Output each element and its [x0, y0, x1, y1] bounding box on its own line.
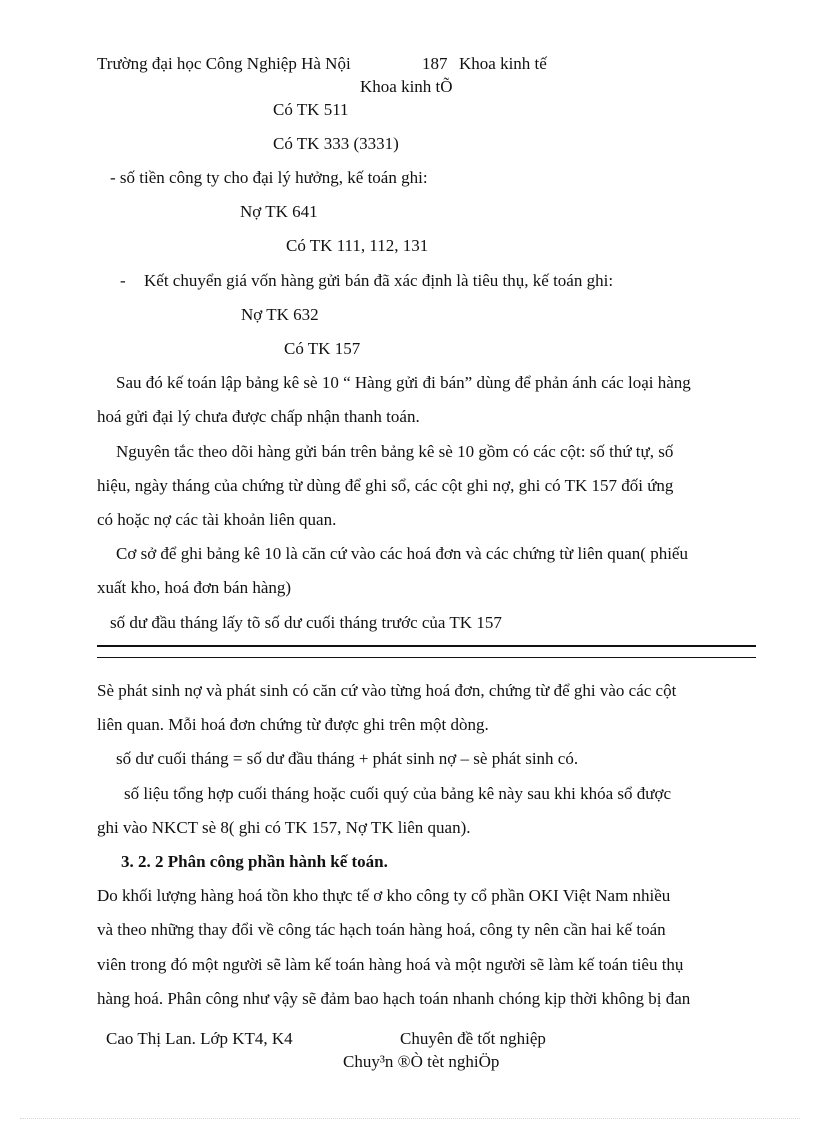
paragraph-line: Do khối lượng hàng hoá tồn kho thực tế ơ kho công ty cổ phần OKI Việt Nam nhiều — [97, 886, 671, 905]
paragraph-line: có hoặc nợ các tài khoản liên quan. — [97, 510, 337, 529]
paragraph-line: số dư đầu tháng lấy tõ số dư cuối tháng trước của TK 157 — [110, 613, 502, 632]
bullet-cost-transfer: Kết chuyển giá vốn hàng gửi bán đã xác định là tiêu thụ, kế toán ghi: — [144, 271, 614, 290]
page-bottom-edge — [20, 1118, 800, 1119]
section-heading: 3. 2. 2 Phân công phần hành kế toán. — [121, 852, 388, 871]
paragraph-line: Sau đó kế toán lập bảng kê sè 10 “ Hàng gửi đi bán” dùng để phản ánh các loại hàng — [116, 373, 691, 392]
paragraph-line: số liệu tổng hợp cuối tháng hoặc cuối quý của bảng kê này sau khi khóa sổ được — [124, 784, 671, 803]
entry-credit-111-112-131: Có TK 111, 112, 131 — [286, 236, 429, 255]
page-divider-thick — [97, 645, 756, 647]
paragraph-line: hoá gửi đại lý chưa được chấp nhận thanh toán. — [97, 407, 420, 426]
paragraph-line: xuất kho, hoá đơn bán hàng) — [97, 578, 292, 597]
entry-debit-632: Nợ TK 632 — [241, 305, 319, 324]
header-faculty: Khoa kinh tế — [459, 54, 547, 73]
paragraph-line: hiệu, ngày tháng của chứng từ dùng để ghi sổ, các cột ghi nợ, ghi có TK 157 đối ứng — [97, 476, 674, 495]
page-divider-thin — [97, 657, 756, 658]
paragraph-line: viên trong đó một người sẽ làm kế toán hàng hoá và một người sẽ làm kế toán tiêu thụ — [97, 955, 684, 974]
paragraph-line: hàng hoá. Phân công như vậy sẽ đảm bao hạch toán nhanh chóng kịp thời không bị đan — [97, 989, 691, 1008]
header-page-number: 187 — [422, 54, 448, 73]
entry-credit-157: Có TK 157 — [284, 339, 361, 358]
bullet-dash: - — [120, 271, 126, 290]
footer-title: Chuyên đề tốt nghiệp — [400, 1029, 546, 1048]
entry-debit-641: Nợ TK 641 — [240, 202, 318, 221]
paragraph-line: Cơ sở để ghi bảng kê 10 là căn cứ vào các hoá đơn và các chứng từ liên quan( phiếu — [116, 544, 688, 563]
paragraph-line: và theo những thay đổi về công tác hạch toán hàng hoá, công ty nên cần hai kế toán — [97, 920, 666, 939]
paragraph-line: ghi vào NKCT sè 8( ghi có TK 157, Nợ TK liên quan). — [97, 818, 471, 837]
paragraph-line: Sè phát sinh nợ và phát sinh có căn cứ vào từng hoá đơn, chứng từ để ghi vào các cột — [97, 681, 677, 700]
entry-credit-511: Có TK 511 — [273, 100, 349, 119]
footer-author: Cao Thị Lan. Lớp KT4, K4 — [106, 1029, 293, 1048]
header-faculty-garbled: Khoa kinh tÕ — [360, 77, 453, 96]
footer-title-garbled: Chuy³n ®Ò tèt nghiÖp — [343, 1052, 500, 1071]
bullet-agent-commission: - số tiền công ty cho đại lý hưởng, kế toán ghi: — [110, 168, 428, 187]
paragraph-line: Nguyên tắc theo dõi hàng gửi bán trên bảng kê sè 10 gồm có các cột: số thứ tự, số — [116, 442, 674, 461]
entry-credit-333: Có TK 333 (3331) — [273, 134, 399, 153]
formula-line: số dư cuối tháng = số dư đầu tháng + phát sinh nợ – sè phát sinh có. — [116, 749, 579, 768]
paragraph-line: liên quan. Mỗi hoá đơn chứng từ được ghi trên một dòng. — [97, 715, 489, 734]
header-school: Trường đại học Công Nghiệp Hà Nội — [97, 54, 351, 73]
